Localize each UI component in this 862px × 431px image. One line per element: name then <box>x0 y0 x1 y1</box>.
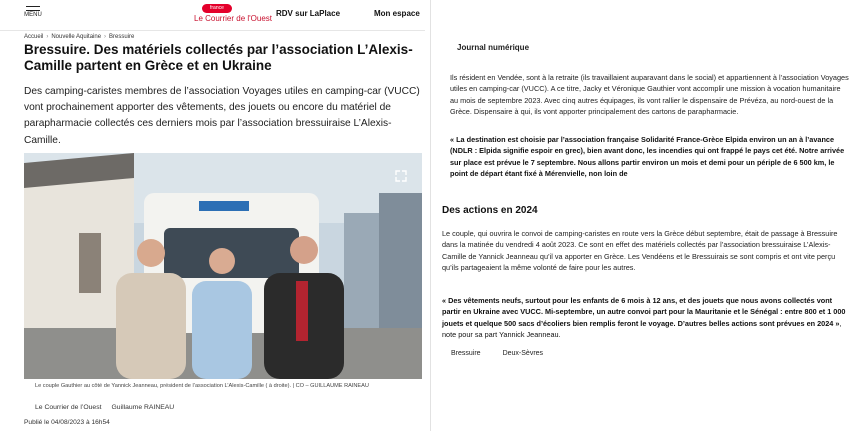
logo-name: Le Courrier de l'Ouest <box>194 14 273 23</box>
excerpt-body: Ils résident en Vendée, sont à la retraite (ils travaillaient auparavant dans le social) et appartiennent à l’association Voyages utiles en camping-car (VUCC). A ce titre, Jacky et Véronique Gauthier vont accomplir une mission à vocation humanitaire au mois de septembre 2023. Avec cinq autres équipages, ils vont rallier le dispensaire de Prévéza, au nord-ouest de la Grèce. Dispensaire à qui, ils vont apporter principalement des cartons de parapharmacie. <box>450 73 849 117</box>
actions-heading: Des actions en 2024 <box>442 205 538 216</box>
actions-section <box>436 200 854 376</box>
quote-attribution: , note pour sa part Yannick Jeanneau. <box>442 318 842 339</box>
menu-button[interactable] <box>24 6 42 18</box>
photo-caption: Le couple Gauthier au côté de Yannick Jeanneau, président de l’association L’Alexis-Camille ( à droite). | CO – GUILLAUME RAINEAU <box>35 383 369 389</box>
article-photo[interactable] <box>24 153 422 379</box>
digital-edition-excerpt <box>438 38 854 190</box>
published-date: Publié le 04/08/2023 à 16h54 <box>24 419 110 426</box>
divider <box>430 0 431 431</box>
author-name[interactable]: Guillaume RAINEAU <box>111 404 175 411</box>
logo-badge-text: france <box>210 5 224 11</box>
breadcrumb-item[interactable]: Bressuire <box>109 34 135 40</box>
breadcrumb-item[interactable]: Nouvelle Aquitaine <box>51 34 102 40</box>
article-page <box>0 0 425 431</box>
site-header <box>0 0 425 31</box>
site-logo[interactable] <box>180 4 273 26</box>
article-lead: Des camping-caristes membres de l’association Voyages utiles en camping-car (VUCC) vont prochainement apporter des vêtements, des jouets ou encore du matériel de parapharmacie collectés ces derniers mois par l’association bressuiraise L’Alexis-Camille. <box>24 86 420 146</box>
menu-icon <box>26 6 40 11</box>
section-heading: Journal numérique <box>457 43 530 52</box>
expand-icon[interactable] <box>394 169 408 183</box>
quote-text: « Des vêtements neufs, surtout pour les enfants de 6 mois à 12 ans, et des jouets que nous avons collectés vont partir en Ukraine avec VUCC. Mi-septembre, un autre convoi part pour la Mauritanie et le Sénégal : entre 800 et 1 000 jouets et quelque 500 sacs d’écoliers bien remplis feront le voyage. D’autres belles actions sont prévues en 2024 » <box>442 296 846 328</box>
photo-illustration <box>24 153 422 379</box>
source-name: Le Courrier de l’Ouest <box>35 404 102 411</box>
account-link[interactable]: Mon espace <box>374 9 420 18</box>
menu-label: MENU <box>24 12 42 18</box>
tag-link[interactable]: Deux-Sèvres <box>502 350 544 357</box>
article-title: Bressuire. Des matériels collectés par l’association L’Alexis-Camille partent en Grèce et en Ukraine <box>24 42 413 73</box>
actions-body: Le couple, qui ouvrira le convoi de camping-caristes en route vers la Grèce début septembre, était de passage à Bressuire dans la matinée du vendredi 4 août 2023. Ce sont en effet des matériels collectés par l’association bressuiraise L’Alexis-Camille de Yannick Jeanneau qu’il va apporter en Grèce. Les Vendéens et le Bressuirais se sont compris et ont vite perçu qu’ils partageaient la même volonté de faire pour les autres. <box>442 229 838 272</box>
actions-quote <box>442 295 850 340</box>
breadcrumb: Accueil › Nouvelle Aquitaine › Bressuire <box>24 34 135 40</box>
tag-link[interactable]: Bressuire <box>451 350 481 357</box>
article-source <box>35 404 174 411</box>
article-tags <box>451 350 543 357</box>
breadcrumb-item[interactable]: Accueil <box>24 34 44 40</box>
excerpt-quote: « La destination est choisie par l’association française Solidarité France-Grèce Elpida environ un an à l’avance (NDLR : Elpida signifie espoir en grec), bien avant donc, les incendies qui ont frappé le pays cet été. Notre arrivée sur place est prévue le 7 septembre. Nous allons partir environ un mois et demi pour un périple de 6 500 km, le point de départ étant fixé à Mérenvielle, non loin de <box>450 135 845 179</box>
rdv-link[interactable]: RDV sur LaPlace <box>276 9 341 18</box>
